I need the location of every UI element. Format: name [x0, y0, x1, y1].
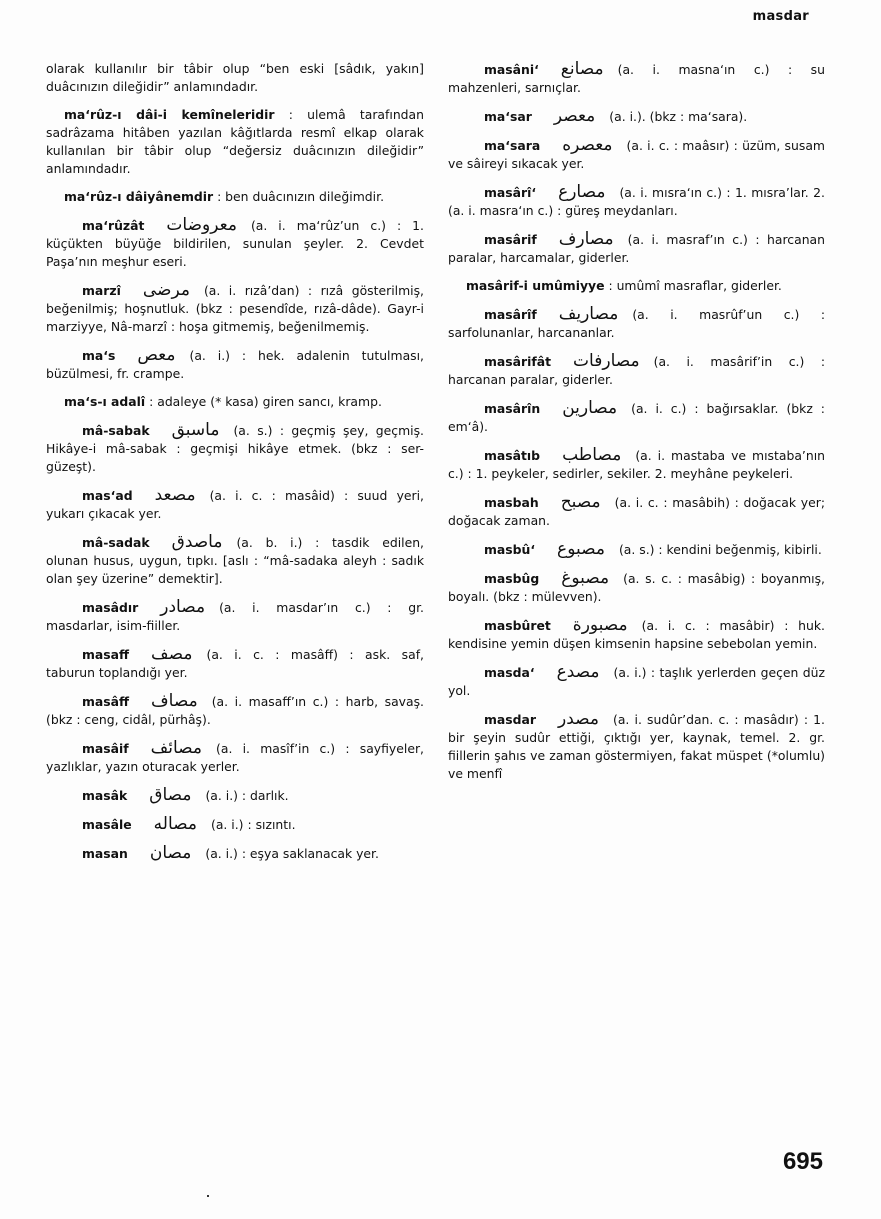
dictionary-entry — [448, 663, 825, 700]
entry-definition: (a. i. sudûr’dan. c. : masâdır) : 1. bir şeyin sudûr ettiği, çıktığı yer, kaynak, temel. 2. gr. fiillerin şahıs ve zaman göstermiyen, fakat müspet (*olumlu) ve menfî — [448, 712, 825, 781]
entry-headword: masârîn — [484, 401, 541, 416]
entry-headword: ma‘sara — [484, 138, 541, 153]
entry-arabic-script: ماصدق — [171, 532, 223, 552]
left-column — [46, 60, 424, 873]
entry-headword: masâni‘ — [484, 62, 539, 77]
dictionary-entry — [46, 692, 424, 729]
dictionary-entry — [448, 107, 825, 126]
dictionary-entry — [46, 786, 424, 805]
entry-definition: (a. i. c. : masâbir) : huk. kendisine yemin düşen kimsenin hapsine sebebolan yemin. — [448, 618, 825, 651]
entry-headword: mâ-sabak — [82, 423, 150, 438]
entry-headword: ma‘s — [82, 348, 116, 363]
entry-arabic-script: مصبوع — [557, 539, 605, 559]
dictionary-entry — [46, 486, 424, 523]
entry-arabic-script: مصبوغ — [561, 568, 610, 588]
dictionary-entry — [448, 446, 825, 483]
dictionary-entry — [448, 277, 825, 295]
dictionary-entry — [46, 645, 424, 682]
dictionary-entry — [46, 739, 424, 776]
entry-headword: masbû‘ — [484, 542, 536, 557]
entry-arabic-script: مصارع — [558, 182, 606, 202]
entry-arabic-script: معروضات — [166, 215, 237, 235]
dictionary-entry — [46, 844, 424, 863]
dictionary-entry — [448, 136, 825, 173]
entry-definition: (a. i. mısra‘ın c.) : 1. mısra’lar. 2. (a. i. masra‘ın c.) : güreş meydanları. — [448, 185, 825, 218]
right-column — [448, 60, 825, 793]
entry-headword: masbûret — [484, 618, 551, 633]
entry-headword: masârif — [484, 232, 537, 247]
entry-arabic-script: مصارين — [562, 398, 618, 418]
entry-definition: (a. i. masîf’in c.) : sayfiyeler, yazlıklar, yazın oturacak yerler. — [46, 741, 424, 774]
entry-definition: (a. s.) : kendini beğenmiş, kibirli. — [618, 542, 822, 557]
entry-definition: : adaleye (* kasa) giren sancı, kramp. — [149, 394, 382, 409]
entry-arabic-script: مصاف — [151, 691, 198, 711]
entry-definition: (a. i. masdar’ın c.) : gr. masdarlar, isim-fiiller. — [46, 600, 424, 633]
entry-headword: masârîf — [484, 307, 537, 322]
dictionary-entry — [46, 346, 424, 383]
entry-headword: ma‘s-ı adalî — [64, 394, 146, 409]
dictionary-entry — [448, 493, 825, 530]
dictionary-entry — [448, 60, 825, 97]
entry-headword: ma‘rûz-ı dâiyânemdir — [64, 189, 214, 204]
entry-arabic-script: مرضى — [142, 280, 190, 300]
dictionary-entry — [46, 281, 424, 336]
dictionary-entry — [46, 598, 424, 635]
entry-headword: ma‘rûz-ı dâi-i kemîneleridir — [64, 107, 275, 122]
dictionary-entry — [46, 188, 424, 206]
entry-headword: masbûg — [484, 571, 540, 586]
running-head: masdar — [752, 9, 809, 24]
entry-headword: masâtıb — [484, 448, 541, 463]
entry-arabic-script: مصان — [149, 843, 192, 863]
entry-headword: masâff — [82, 694, 130, 709]
entry-definition: (a. s.) : geçmiş şey, geçmiş. Hikâye-i mâ-sabak : geçmişi hikâye etmek. (bkz : ser-güzeşt). — [46, 423, 424, 474]
continuation-text: olarak kullanılır bir tâbir olup “ben eski [sâdık, yakın] duâcınızın dileğidir” anlamındadır. — [46, 61, 424, 94]
entry-definition: (a. i. masraf’ın c.) : harcanan paralar, harcamalar, giderler. — [448, 232, 825, 265]
entry-headword: masâdır — [82, 600, 139, 615]
entry-arabic-script: مصارفات — [573, 351, 640, 371]
entry-arabic-script: مصدع — [556, 662, 600, 682]
print-speck — [207, 1195, 209, 1197]
entry-arabic-script: معصره — [562, 135, 613, 155]
page-number: 695 — [782, 1148, 823, 1175]
entry-definition: (a. i. c. : maâsır) : üzüm, susam ve sâireyi sıkacak yer. — [448, 138, 825, 171]
entry-definition: : umûmî masraflar, giderler. — [608, 278, 782, 293]
dictionary-entry — [448, 540, 825, 559]
entry-headword: masda‘ — [484, 665, 535, 680]
entry-headword: masârif-i umûmiyye — [466, 278, 605, 293]
dictionary-entry — [448, 183, 825, 220]
entry-arabic-script: مصعد — [154, 485, 196, 505]
entry-headword: marzî — [82, 283, 121, 298]
entry-arabic-script: مصارف — [558, 229, 614, 249]
entry-arabic-script: مصدر — [558, 709, 599, 729]
dictionary-entry — [46, 533, 424, 588]
entry-arabic-script: مصاق — [149, 785, 192, 805]
entry-headword: masaff — [82, 647, 130, 662]
entry-definition: (a. s. c. : masâbig) : boyanmış, boyalı. (bkz : mülevven). — [448, 571, 825, 604]
entry-headword: masârifât — [484, 354, 552, 369]
entry-definition: (a. i. mastaba ve mıstaba’nın c.) : 1. peykeler, sedirler, sekiler. 2. meyhâne peykeleri. — [448, 448, 825, 481]
entry-headword: masan — [82, 846, 128, 861]
entry-headword: ma‘sar — [484, 109, 532, 124]
dictionary-entry — [448, 569, 825, 606]
dictionary-entry — [448, 710, 825, 783]
entry-arabic-script: مصاله — [153, 814, 197, 834]
dictionary-entry — [46, 106, 424, 178]
entry-definition: (a. i. rızâ’dan) : rızâ gösterilmiş, beğenilmiş; hoşnutluk. (bkz : pesendîde, rızâ-dâde). Gayr-i marziyye, Nâ-marzî : hoşa gitmemiş, beğenilmemiş. — [46, 283, 424, 334]
entry-arabic-script: مصاطب — [562, 445, 622, 465]
entry-arabic-script: مصاريف — [558, 304, 619, 324]
entry-arabic-script: مصبح — [560, 492, 601, 512]
entry-headword: mâ-sadak — [82, 535, 150, 550]
dictionary-entry — [448, 305, 825, 342]
entry-definition: (a. i. ma‘rûz’un c.) : 1. küçükten büyüğe bildirilen, sunulan şeyler. 2. Cevdet Paşa’nın meşhur eseri. — [46, 218, 424, 269]
entry-definition: (a. i. c. : masâbih) : doğacak yer; doğacak zaman. — [448, 495, 825, 528]
entry-definition: (a. i. masrûf’un c.) : sarfolunanlar, harcananlar. — [448, 307, 825, 340]
entry-definition: (a. i. masârif’in c.) : harcanan paralar, giderler. — [448, 354, 825, 387]
entry-headword: masâif — [82, 741, 129, 756]
entry-definition: (a. i. c. : masâid) : suud yeri, yukarı çıkacak yer. — [46, 488, 424, 521]
entry-definition: (a. i.) : eşya saklanacak yer. — [205, 846, 379, 861]
entry-definition: (a. i. c.) : bağırsaklar. (bkz : em‘â). — [448, 401, 825, 434]
right-entries — [448, 60, 825, 783]
entry-definition: (a. i.) : taşlık yerlerden geçen düz yol. — [448, 665, 825, 698]
entry-arabic-script: مصانع — [560, 59, 604, 79]
entry-definition: (a. i. c. : masâff) : ask. saf, taburun toplandığı yer. — [46, 647, 424, 680]
entry-headword: mas‘ad — [82, 488, 133, 503]
entry-headword: masâk — [82, 788, 128, 803]
entry-arabic-script: معص — [137, 345, 176, 365]
dictionary-entry — [46, 393, 424, 411]
entry-headword: masâle — [82, 817, 132, 832]
entry-arabic-script: مصبورة — [572, 615, 628, 635]
entry-headword: masârî‘ — [484, 185, 537, 200]
entry-arabic-script: مصادر — [160, 597, 206, 617]
entry-headword: masdar — [484, 712, 536, 727]
dictionary-entry — [448, 230, 825, 267]
entry-arabic-script: ماسبق — [171, 420, 220, 440]
entry-headword: ma‘rûzât — [82, 218, 145, 233]
entry-definition: (a. i.) : darlık. — [205, 788, 289, 803]
entry-definition: (a. b. i.) : tasdik edilen, olunan husus, uygun, tıpkı. [aslı : “mâ-sadaka aleyh : sadık olan şey üzerine” demektir]. — [46, 535, 424, 586]
entry-definition: (a. i. masna‘ın c.) : su mahzenleri, sarnıçlar. — [448, 62, 825, 95]
dictionary-entry — [46, 216, 424, 271]
left-entries — [46, 106, 424, 863]
entry-headword: masbah — [484, 495, 539, 510]
entry-definition: (a. i.). (bkz : ma‘sara). — [609, 109, 748, 124]
entry-definition: (a. i.) : hek. adalenin tutulması, büzülmesi, fr. crampe. — [46, 348, 424, 381]
entry-arabic-script: مصائف — [150, 738, 203, 758]
dictionary-entry — [448, 352, 825, 389]
entry-definition: (a. i. masaff’ın c.) : harb, savaş. (bkz : ceng, cidâl, pürhâş). — [46, 694, 424, 727]
entry-arabic-script: معصر — [553, 106, 596, 126]
entry-definition: (a. i.) : sızıntı. — [211, 817, 296, 832]
dictionary-entry — [448, 399, 825, 436]
dictionary-entry — [448, 616, 825, 653]
dictionary-entry — [46, 421, 424, 476]
entry-definition: : ben duâcınızın dileğimdir. — [217, 189, 385, 204]
entry-arabic-script: مصف — [151, 644, 193, 664]
entry-definition: : ulemâ tarafından sadrâzama hitâben yazılan kâğıtlarda resmî elkap olarak kullanılan bir tâbir olup “değersiz duâcınızın dileğidir” anlamındadır. — [46, 107, 424, 176]
dictionary-entry — [46, 815, 424, 834]
